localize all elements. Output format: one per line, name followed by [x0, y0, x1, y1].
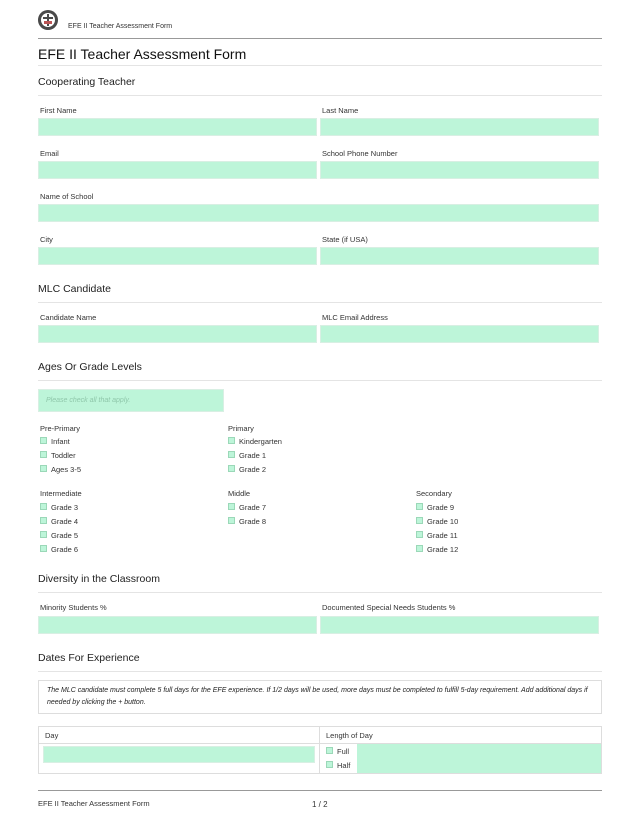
secondary-label: Secondary [416, 489, 452, 498]
mlc-email-label: MLC Email Address [322, 313, 388, 322]
divider [38, 65, 602, 66]
column-divider [319, 727, 320, 773]
checkbox-grade-6[interactable] [40, 545, 47, 552]
divider [38, 380, 602, 381]
phone-label: School Phone Number [322, 149, 398, 158]
last-name-label: Last Name [322, 106, 359, 115]
checkbox-infant[interactable] [40, 437, 47, 444]
length-cell-background [357, 744, 601, 773]
state-label: State (if USA) [322, 235, 368, 244]
option-grade-2: Grade 2 [239, 465, 267, 474]
option-grade-7: Grade 7 [239, 503, 267, 512]
minority-input[interactable] [38, 616, 317, 634]
day-input[interactable] [43, 746, 315, 763]
candidate-name-input[interactable] [38, 325, 317, 343]
option-half: Half [337, 761, 351, 770]
option-grade-3: Grade 3 [51, 503, 79, 512]
city-input[interactable] [38, 247, 317, 265]
last-name-input[interactable] [320, 118, 599, 136]
checkbox-half[interactable] [326, 761, 333, 768]
option-ages-3-5: Ages 3-5 [51, 465, 82, 474]
section-dates: Dates For Experience [38, 652, 140, 664]
first-name-input[interactable] [38, 118, 317, 136]
option-grade-4: Grade 4 [51, 517, 79, 526]
section-mlc-candidate: MLC Candidate [38, 283, 111, 295]
state-input[interactable] [320, 247, 599, 265]
mlc-email-input[interactable] [320, 325, 599, 343]
checkbox-grade-2[interactable] [228, 465, 235, 472]
checkbox-grade-12[interactable] [416, 545, 423, 552]
middle-label: Middle [228, 489, 251, 498]
option-grade-8: Grade 8 [239, 517, 267, 526]
option-grade-9: Grade 9 [427, 503, 455, 512]
page-number: 1 / 2 [312, 800, 328, 809]
section-cooperating-teacher: Cooperating Teacher [38, 76, 136, 88]
checkbox-grade-9[interactable] [416, 503, 423, 510]
city-label: City [40, 235, 53, 244]
option-grade-10: Grade 10 [427, 517, 459, 526]
option-grade-12: Grade 12 [427, 545, 459, 554]
checkbox-full[interactable] [326, 747, 333, 754]
special-needs-input[interactable] [320, 616, 599, 634]
top-bar [38, 10, 602, 39]
option-grade-5: Grade 5 [51, 531, 79, 540]
checkbox-grade-4[interactable] [40, 517, 47, 524]
section-grade-levels: Ages Or Grade Levels [38, 361, 142, 373]
email-label: Email [40, 149, 59, 158]
checkbox-grade-8[interactable] [228, 517, 235, 524]
checkbox-grade-11[interactable] [416, 531, 423, 538]
divider [38, 95, 602, 96]
table-header-row [39, 727, 601, 744]
dates-note: The MLC candidate must complete 5 full days for the EFE experience. If 1/2 days will be used, more days must be completed to fulfill 5-day requirement. Add additional days if needed by clicking the + button. [38, 680, 602, 714]
option-grade-1: Grade 1 [239, 451, 267, 460]
checkbox-grade-3[interactable] [40, 503, 47, 510]
dates-table [38, 726, 602, 774]
school-input[interactable] [38, 204, 599, 222]
divider [38, 302, 602, 303]
phone-input[interactable] [320, 161, 599, 179]
day-column-header: Day [45, 731, 59, 740]
checkbox-grade-1[interactable] [228, 451, 235, 458]
pre-primary-label: Pre-Primary [40, 424, 81, 433]
option-toddler: Toddler [51, 451, 76, 460]
divider [38, 671, 602, 672]
first-name-label: First Name [40, 106, 77, 115]
option-grade-6: Grade 6 [51, 545, 79, 554]
length-column-header: Length of Day [326, 731, 373, 740]
checkbox-grade-10[interactable] [416, 517, 423, 524]
option-full: Full [337, 747, 350, 756]
email-input[interactable] [38, 161, 317, 179]
grade-levels-placeholder: Please check all that apply. [46, 397, 131, 404]
section-diversity: Diversity in the Classroom [38, 573, 160, 585]
divider [38, 592, 602, 593]
option-grade-11: Grade 11 [427, 531, 458, 540]
seal-logo-icon [38, 10, 58, 30]
checkbox-ages-3-5[interactable] [40, 465, 47, 472]
footer-title: EFE II Teacher Assessment Form [38, 799, 150, 808]
grade-levels-instruction [38, 389, 224, 412]
intermediate-label: Intermediate [40, 489, 82, 498]
footer [38, 790, 602, 809]
minority-label: Minority Students % [40, 603, 107, 612]
special-needs-label: Documented Special Needs Students % [322, 603, 456, 612]
checkbox-toddler[interactable] [40, 451, 47, 458]
checkbox-kindergarten[interactable] [228, 437, 235, 444]
option-infant: Infant [51, 437, 70, 446]
school-label: Name of School [40, 192, 94, 201]
primary-label: Primary [228, 424, 254, 433]
header-title: EFE II Teacher Assessment Form [68, 23, 173, 30]
page-title: EFE II Teacher Assessment Form [38, 46, 247, 62]
option-kindergarten: Kindergarten [239, 437, 282, 446]
checkbox-grade-5[interactable] [40, 531, 47, 538]
candidate-name-label: Candidate Name [40, 313, 97, 322]
checkbox-grade-7[interactable] [228, 503, 235, 510]
